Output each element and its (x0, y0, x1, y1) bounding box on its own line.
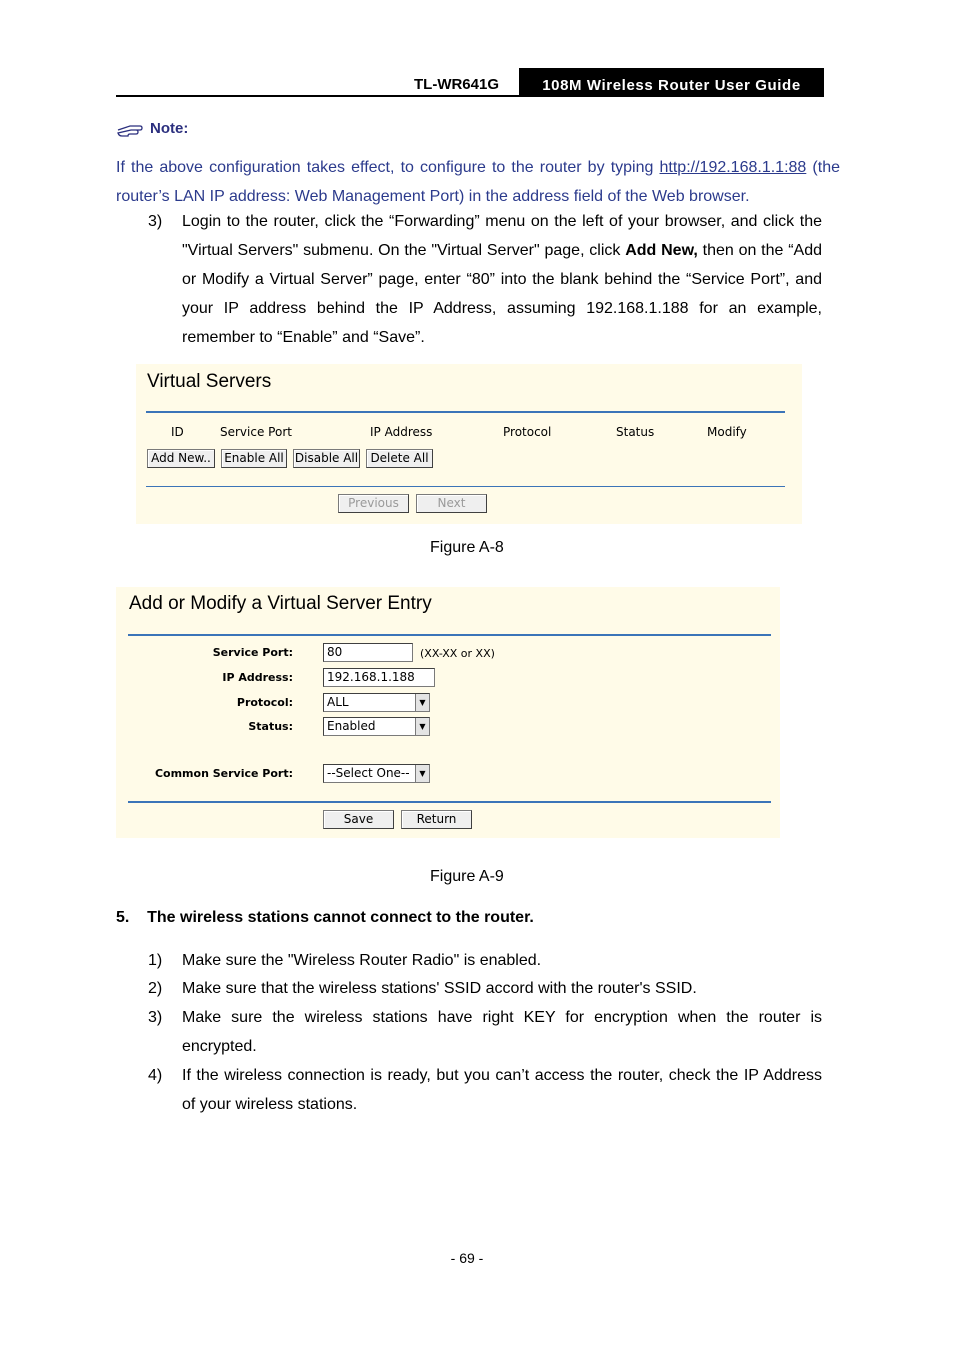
header-rule (116, 95, 824, 97)
common-service-port-label: Common Service Port: (154, 767, 293, 780)
list-item-number: 1) (148, 952, 163, 969)
pointing-hand-icon (116, 121, 144, 139)
save-button[interactable]: Save (323, 810, 394, 829)
column-header: IP Address (370, 425, 433, 439)
list-item-text: Make sure the wireless stations have right KEY for encryption when the router is encrypted. (182, 1009, 822, 1055)
step-text-bold: Add New, (625, 242, 698, 259)
column-header: Protocol (503, 425, 552, 439)
chevron-down-icon[interactable]: ▼ (415, 718, 429, 735)
note-text (116, 153, 840, 211)
step-text-part: Login to the router, click the “Forwarding” menu on the left of your browser, and click the "Virtual Servers" submenu. On the "Virtual Server" page, click (182, 213, 822, 259)
note-text-before: If the above configuration takes effect, to configure to the router by typing (116, 159, 660, 176)
service-port-hint: (XX-XX or XX) (420, 647, 495, 660)
note-text-after: (the router’s LAN IP address: Web Management Port) in the address field of the Web browser. (116, 159, 840, 205)
protocol-select[interactable] (323, 693, 430, 712)
page-number: - 69 - (450, 1250, 484, 1266)
common-service-port-value: --Select One-- (327, 766, 410, 780)
list-item-number: 3) (148, 1009, 163, 1026)
virtual-servers-title: Virtual Servers (147, 371, 272, 392)
service-port-input[interactable]: 80 (323, 643, 413, 662)
ip-address-label: IP Address: (222, 671, 293, 684)
column-header: Service Port (220, 425, 292, 439)
status-select-value: Enabled (327, 719, 376, 733)
step-number: 3) (148, 213, 163, 230)
common-service-port-select[interactable] (323, 764, 430, 783)
column-header: ID (171, 425, 184, 439)
list-item-text: If the wireless connection is ready, but you can’t access the router, check the IP Address of your wireless stations. (182, 1067, 822, 1113)
figure-caption: Figure A-8 (430, 539, 504, 556)
panel-rule (146, 486, 785, 487)
list-item-text: Make sure the "Wireless Router Radio" is enabled. (182, 952, 542, 969)
column-header: Status (616, 425, 655, 439)
disable-all-button[interactable]: Disable All (293, 449, 360, 468)
router-link[interactable]: http://192.168.1.1:88 (659, 159, 807, 176)
protocol-label: Protocol: (236, 696, 293, 709)
panel-rule (146, 411, 785, 413)
add-new-button[interactable]: Add New.. (147, 449, 215, 468)
list-item-number: 4) (148, 1067, 163, 1084)
list-item-text: Make sure that the wireless stations' SSID accord with the router's SSID. (182, 980, 697, 997)
list-item-number: 2) (148, 980, 163, 997)
figure-caption: Figure A-9 (430, 868, 504, 885)
next-button[interactable]: Next (416, 494, 487, 513)
panel-rule (128, 634, 771, 636)
section-heading: 5. The wireless stations cannot connect to the router. (116, 909, 534, 926)
panel-rule (128, 801, 771, 803)
step-text (182, 207, 822, 352)
protocol-select-value: ALL (327, 695, 349, 709)
column-header: Modify (707, 425, 747, 439)
document-model: TL-WR641G (414, 76, 500, 93)
status-label: Status: (248, 720, 293, 733)
enable-all-button[interactable]: Enable All (221, 449, 287, 468)
status-select[interactable] (323, 717, 430, 736)
step-text-part: then on the “Add or Modify a Virtual Server” page, enter “80” into the blank behind the “Service Port”, and your IP address behind the IP Address, assuming 192.168.1.188 for an example, remember to “Enable” and “Save”. (182, 242, 823, 346)
add-modify-title: Add or Modify a Virtual Server Entry (129, 593, 432, 614)
ip-address-input[interactable]: 192.168.1.188 (323, 668, 435, 687)
chevron-down-icon[interactable]: ▼ (415, 765, 429, 782)
service-port-label: Service Port: (212, 646, 293, 659)
document-title: 108M Wireless Router User Guide (519, 68, 824, 97)
previous-button[interactable]: Previous (338, 494, 409, 513)
note-label: Note: (150, 120, 189, 137)
return-button[interactable]: Return (401, 810, 472, 829)
chevron-down-icon[interactable]: ▼ (415, 694, 429, 711)
delete-all-button[interactable]: Delete All (366, 449, 433, 468)
